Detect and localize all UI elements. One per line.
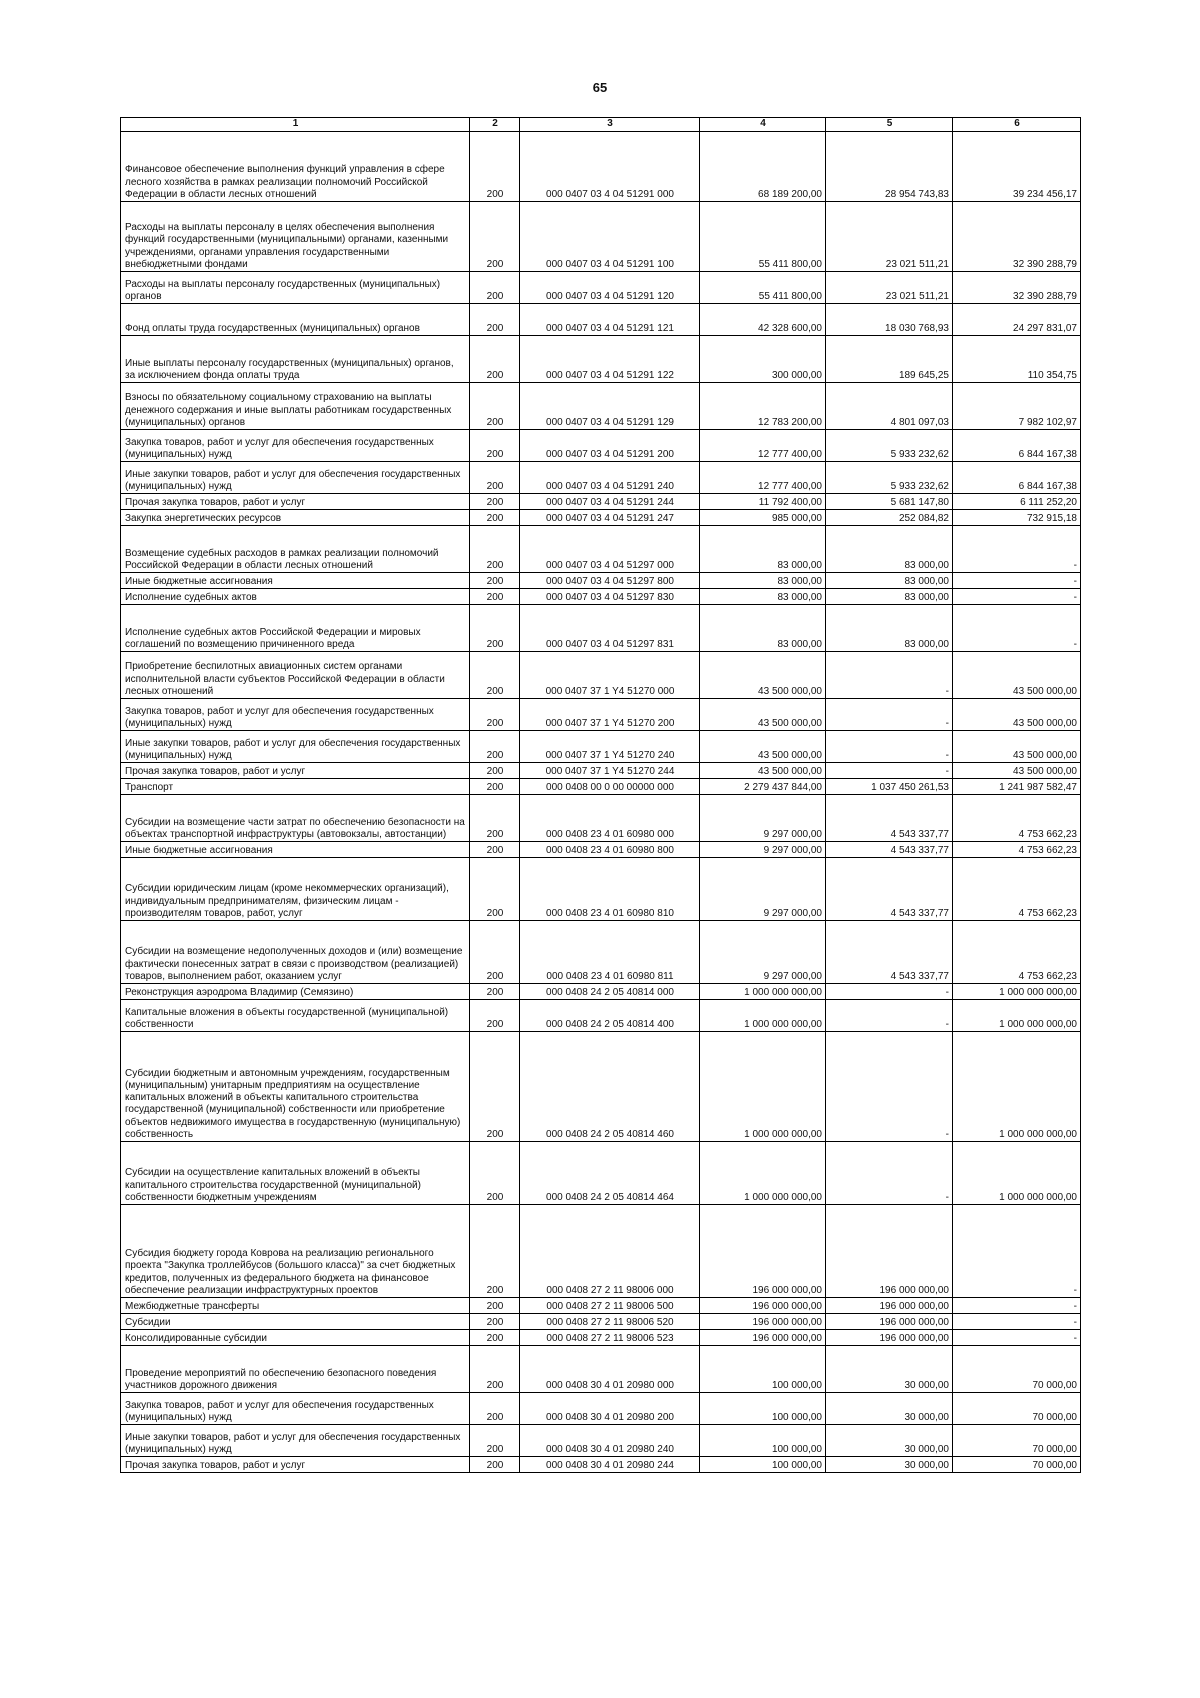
column-header-5: 5	[826, 118, 953, 132]
row-approved-amount: 2 279 437 844,00	[700, 779, 826, 795]
table-row	[121, 1314, 1081, 1330]
row-unexecuted-amount: 39 234 456,17	[953, 132, 1081, 202]
row-line-code: 200	[470, 132, 520, 202]
row-name: Исполнение судебных актов	[121, 589, 470, 605]
row-line-code: 200	[470, 1314, 520, 1330]
row-classification-code: 000 0407 03 4 04 51291 240	[520, 462, 700, 494]
row-classification-code: 000 0408 23 4 01 60980 810	[520, 858, 700, 921]
row-unexecuted-amount: 1 000 000 000,00	[953, 1000, 1081, 1032]
row-line-code: 200	[470, 842, 520, 858]
row-name: Возмещение судебных расходов в рамках реализации полномочий Российской Федерации в области лесных отношений	[121, 526, 470, 573]
row-name: Капитальные вложения в объекты государственной (муниципальной) собственности	[121, 1000, 470, 1032]
row-line-code: 200	[470, 699, 520, 731]
row-classification-code: 000 0408 24 2 05 40814 460	[520, 1032, 700, 1142]
row-approved-amount: 100 000,00	[700, 1457, 826, 1473]
table-row	[121, 779, 1081, 795]
table-row	[121, 383, 1081, 430]
row-unexecuted-amount: 7 982 102,97	[953, 383, 1081, 430]
row-approved-amount: 43 500 000,00	[700, 763, 826, 779]
row-line-code: 200	[470, 1393, 520, 1425]
column-header-1: 1	[121, 118, 470, 132]
row-classification-code: 000 0408 00 0 00 00000 000	[520, 779, 700, 795]
table-row	[121, 573, 1081, 589]
row-approved-amount: 985 000,00	[700, 510, 826, 526]
table-row	[121, 842, 1081, 858]
row-name: Субсидии	[121, 1314, 470, 1330]
row-classification-code: 000 0407 03 4 04 51291 244	[520, 494, 700, 510]
row-executed-amount: 30 000,00	[826, 1393, 953, 1425]
column-header-2: 2	[470, 118, 520, 132]
row-line-code: 200	[470, 1330, 520, 1346]
table-row	[121, 202, 1081, 272]
row-line-code: 200	[470, 984, 520, 1000]
row-name: Расходы на выплаты персоналу в целях обеспечения выполнения функций государственными (муниципальными) органами, казенными учреждениями, органами управления государственными внебюджетными фондами	[121, 202, 470, 272]
row-approved-amount: 196 000 000,00	[700, 1314, 826, 1330]
row-unexecuted-amount: 70 000,00	[953, 1346, 1081, 1393]
row-unexecuted-amount: 70 000,00	[953, 1393, 1081, 1425]
table-row	[121, 731, 1081, 763]
table-row	[121, 1000, 1081, 1032]
row-unexecuted-amount: 4 753 662,23	[953, 921, 1081, 984]
row-name: Субсидии на возмещение недополученных доходов и (или) возмещение фактически понесенных затрат в связи с производством (реализацией) товаров, выполнением работ, оказанием услуг	[121, 921, 470, 984]
row-approved-amount: 43 500 000,00	[700, 699, 826, 731]
table-row	[121, 430, 1081, 462]
table-row	[121, 1457, 1081, 1473]
column-header-3: 3	[520, 118, 700, 132]
row-classification-code: 000 0407 03 4 04 51291 100	[520, 202, 700, 272]
row-line-code: 200	[470, 1205, 520, 1298]
row-line-code: 200	[470, 795, 520, 842]
row-name: Субсидии юридическим лицам (кроме некоммерческих организаций), индивидуальным предпринимателям, физическим лицам - производителям товаров, работ, услуг	[121, 858, 470, 921]
row-classification-code: 000 0407 03 4 04 51291 247	[520, 510, 700, 526]
row-classification-code: 000 0408 24 2 05 40814 400	[520, 1000, 700, 1032]
row-unexecuted-amount: 4 753 662,23	[953, 795, 1081, 842]
row-approved-amount: 1 000 000 000,00	[700, 984, 826, 1000]
row-unexecuted-amount: 43 500 000,00	[953, 699, 1081, 731]
row-unexecuted-amount: 110 354,75	[953, 336, 1081, 383]
table-row	[121, 605, 1081, 652]
row-name: Фонд оплаты труда государственных (муниципальных) органов	[121, 304, 470, 336]
row-approved-amount: 55 411 800,00	[700, 272, 826, 304]
row-approved-amount: 100 000,00	[700, 1425, 826, 1457]
table-row	[121, 984, 1081, 1000]
row-classification-code: 000 0408 24 2 05 40814 000	[520, 984, 700, 1000]
row-classification-code: 000 0407 37 1 Y4 51270 244	[520, 763, 700, 779]
row-executed-amount: 5 933 232,62	[826, 462, 953, 494]
row-name: Иные закупки товаров, работ и услуг для обеспечения государственных (муниципальных) нужд	[121, 731, 470, 763]
row-name: Субсидии на осуществление капитальных вложений в объекты капитального строительства государственной (муниципальной) собственности бюджетным учреждениям	[121, 1142, 470, 1205]
row-executed-amount: 83 000,00	[826, 573, 953, 589]
table-row	[121, 304, 1081, 336]
row-approved-amount: 83 000,00	[700, 526, 826, 573]
row-executed-amount: -	[826, 1142, 953, 1205]
row-classification-code: 000 0407 03 4 04 51297 831	[520, 605, 700, 652]
row-name: Межбюджетные трансферты	[121, 1298, 470, 1314]
row-executed-amount: 83 000,00	[826, 605, 953, 652]
row-line-code: 200	[470, 1032, 520, 1142]
row-line-code: 200	[470, 202, 520, 272]
row-line-code: 200	[470, 462, 520, 494]
row-line-code: 200	[470, 1346, 520, 1393]
row-unexecuted-amount: 24 297 831,07	[953, 304, 1081, 336]
table-row	[121, 462, 1081, 494]
row-unexecuted-amount: 1 000 000 000,00	[953, 984, 1081, 1000]
row-line-code: 200	[470, 779, 520, 795]
row-line-code: 200	[470, 430, 520, 462]
row-executed-amount: 4 543 337,77	[826, 858, 953, 921]
row-classification-code: 000 0408 27 2 11 98006 500	[520, 1298, 700, 1314]
header-row	[121, 118, 1081, 132]
row-name: Взносы по обязательному социальному страхованию на выплаты денежного содержания и иные выплаты работникам государственных (муниципальных) органов	[121, 383, 470, 430]
row-executed-amount: -	[826, 699, 953, 731]
row-line-code: 200	[470, 573, 520, 589]
row-line-code: 200	[470, 510, 520, 526]
row-approved-amount: 1 000 000 000,00	[700, 1000, 826, 1032]
row-line-code: 200	[470, 731, 520, 763]
row-executed-amount: 30 000,00	[826, 1346, 953, 1393]
row-line-code: 200	[470, 494, 520, 510]
row-classification-code: 000 0408 23 4 01 60980 800	[520, 842, 700, 858]
row-approved-amount: 42 328 600,00	[700, 304, 826, 336]
row-approved-amount: 68 189 200,00	[700, 132, 826, 202]
row-classification-code: 000 0408 23 4 01 60980 000	[520, 795, 700, 842]
row-line-code: 200	[470, 652, 520, 699]
row-unexecuted-amount: 4 753 662,23	[953, 842, 1081, 858]
row-unexecuted-amount: -	[953, 589, 1081, 605]
row-executed-amount: 30 000,00	[826, 1425, 953, 1457]
row-name: Проведение мероприятий по обеспечению безопасного поведения участников дорожного движения	[121, 1346, 470, 1393]
row-line-code: 200	[470, 1298, 520, 1314]
row-classification-code: 000 0407 03 4 04 51291 120	[520, 272, 700, 304]
row-executed-amount: 189 645,25	[826, 336, 953, 383]
row-classification-code: 000 0407 03 4 04 51297 830	[520, 589, 700, 605]
row-approved-amount: 196 000 000,00	[700, 1298, 826, 1314]
row-line-code: 200	[470, 526, 520, 573]
row-approved-amount: 9 297 000,00	[700, 921, 826, 984]
row-name: Исполнение судебных актов Российской Федерации и мировых соглашений по возмещению причиненного вреда	[121, 605, 470, 652]
row-classification-code: 000 0407 03 4 04 51291 200	[520, 430, 700, 462]
row-approved-amount: 43 500 000,00	[700, 731, 826, 763]
row-line-code: 200	[470, 1142, 520, 1205]
table-row	[121, 795, 1081, 842]
row-name: Приобретение беспилотных авиационных систем органами исполнительной власти субъектов Российской Федерации в области лесных отношений	[121, 652, 470, 699]
table-row	[121, 510, 1081, 526]
row-name: Транспорт	[121, 779, 470, 795]
row-classification-code: 000 0408 27 2 11 98006 000	[520, 1205, 700, 1298]
table-row	[121, 699, 1081, 731]
row-approved-amount: 12 783 200,00	[700, 383, 826, 430]
table-row	[121, 132, 1081, 202]
row-unexecuted-amount: 6 844 167,38	[953, 430, 1081, 462]
row-unexecuted-amount: 43 500 000,00	[953, 652, 1081, 699]
row-executed-amount: 4 543 337,77	[826, 795, 953, 842]
row-approved-amount: 100 000,00	[700, 1393, 826, 1425]
row-unexecuted-amount: 70 000,00	[953, 1425, 1081, 1457]
row-classification-code: 000 0407 37 1 Y4 51270 000	[520, 652, 700, 699]
row-executed-amount: 23 021 511,21	[826, 202, 953, 272]
row-executed-amount: 30 000,00	[826, 1457, 953, 1473]
table-row	[121, 494, 1081, 510]
row-name: Иные закупки товаров, работ и услуг для обеспечения государственных (муниципальных) нужд	[121, 1425, 470, 1457]
row-classification-code: 000 0408 30 4 01 20980 000	[520, 1346, 700, 1393]
row-executed-amount: 196 000 000,00	[826, 1330, 953, 1346]
row-line-code: 200	[470, 1425, 520, 1457]
row-name: Иные бюджетные ассигнования	[121, 573, 470, 589]
row-name: Закупка товаров, работ и услуг для обеспечения государственных (муниципальных) нужд	[121, 1393, 470, 1425]
column-header-6: 6	[953, 118, 1081, 132]
row-name: Иные бюджетные ассигнования	[121, 842, 470, 858]
row-line-code: 200	[470, 383, 520, 430]
row-classification-code: 000 0408 24 2 05 40814 464	[520, 1142, 700, 1205]
row-executed-amount: 18 030 768,93	[826, 304, 953, 336]
row-unexecuted-amount: 70 000,00	[953, 1457, 1081, 1473]
table-row	[121, 1425, 1081, 1457]
row-executed-amount: 252 084,82	[826, 510, 953, 526]
row-executed-amount: 196 000 000,00	[826, 1205, 953, 1298]
row-name: Прочая закупка товаров, работ и услуг	[121, 494, 470, 510]
row-line-code: 200	[470, 589, 520, 605]
table-row	[121, 1298, 1081, 1314]
row-line-code: 200	[470, 921, 520, 984]
column-header-4: 4	[700, 118, 826, 132]
row-classification-code: 000 0408 30 4 01 20980 244	[520, 1457, 700, 1473]
row-line-code: 200	[470, 605, 520, 652]
row-name: Консолидированные субсидии	[121, 1330, 470, 1346]
row-unexecuted-amount: 32 390 288,79	[953, 272, 1081, 304]
table-row	[121, 921, 1081, 984]
row-name: Прочая закупка товаров, работ и услуг	[121, 1457, 470, 1473]
row-approved-amount: 196 000 000,00	[700, 1205, 826, 1298]
row-approved-amount: 1 000 000 000,00	[700, 1032, 826, 1142]
row-line-code: 200	[470, 763, 520, 779]
row-approved-amount: 83 000,00	[700, 573, 826, 589]
row-name: Закупка товаров, работ и услуг для обеспечения государственных (муниципальных) нужд	[121, 430, 470, 462]
table-row	[121, 1032, 1081, 1142]
row-classification-code: 000 0407 03 4 04 51297 800	[520, 573, 700, 589]
row-name: Субсидии на возмещение части затрат по обеспечению безопасности на объектах транспортной инфраструктуры (автовокзалы, автостанции)	[121, 795, 470, 842]
row-approved-amount: 11 792 400,00	[700, 494, 826, 510]
row-unexecuted-amount: 4 753 662,23	[953, 858, 1081, 921]
row-classification-code: 000 0407 37 1 Y4 51270 240	[520, 731, 700, 763]
row-executed-amount: 28 954 743,83	[826, 132, 953, 202]
row-unexecuted-amount: 43 500 000,00	[953, 731, 1081, 763]
row-unexecuted-amount: 32 390 288,79	[953, 202, 1081, 272]
row-approved-amount: 100 000,00	[700, 1346, 826, 1393]
row-approved-amount: 12 777 400,00	[700, 430, 826, 462]
row-classification-code: 000 0407 03 4 04 51291 129	[520, 383, 700, 430]
row-approved-amount: 9 297 000,00	[700, 795, 826, 842]
row-executed-amount: 23 021 511,21	[826, 272, 953, 304]
row-classification-code: 000 0408 27 2 11 98006 520	[520, 1314, 700, 1330]
row-executed-amount: 5 933 232,62	[826, 430, 953, 462]
row-approved-amount: 55 411 800,00	[700, 202, 826, 272]
row-name: Иные закупки товаров, работ и услуг для обеспечения государственных (муниципальных) нужд	[121, 462, 470, 494]
row-name: Закупка энергетических ресурсов	[121, 510, 470, 526]
row-approved-amount: 83 000,00	[700, 589, 826, 605]
row-executed-amount: 4 801 097,03	[826, 383, 953, 430]
row-executed-amount: 83 000,00	[826, 589, 953, 605]
table-row	[121, 1330, 1081, 1346]
row-unexecuted-amount: 1 000 000 000,00	[953, 1142, 1081, 1205]
row-unexecuted-amount: -	[953, 573, 1081, 589]
row-classification-code: 000 0408 27 2 11 98006 523	[520, 1330, 700, 1346]
row-executed-amount: -	[826, 984, 953, 1000]
table-row	[121, 589, 1081, 605]
row-line-code: 200	[470, 304, 520, 336]
table-row	[121, 1205, 1081, 1298]
row-unexecuted-amount: -	[953, 1314, 1081, 1330]
row-name: Реконструкция аэродрома Владимир (Семязино)	[121, 984, 470, 1000]
row-executed-amount: 196 000 000,00	[826, 1298, 953, 1314]
row-name: Расходы на выплаты персоналу государственных (муниципальных) органов	[121, 272, 470, 304]
row-name: Субсидии бюджетным и автономным учреждениям, государственным (муниципальным) унитарным предприятиям на осуществление капитальных вложений в объекты капитального строительства государственной (муниципальной) собственности или приобретение объектов недвижимого имущества в государственную (муниципальную) собственность	[121, 1032, 470, 1142]
row-approved-amount: 83 000,00	[700, 605, 826, 652]
row-name: Финансовое обеспечение выполнения функций управления в сфере лесного хозяйства в рамках реализации полномочий Российской Федерации в области лесных отношений	[121, 132, 470, 202]
table-row	[121, 1346, 1081, 1393]
row-approved-amount: 12 777 400,00	[700, 462, 826, 494]
row-approved-amount: 1 000 000 000,00	[700, 1142, 826, 1205]
row-unexecuted-amount: -	[953, 1205, 1081, 1298]
table-row	[121, 272, 1081, 304]
table-row	[121, 336, 1081, 383]
table-row	[121, 526, 1081, 573]
row-unexecuted-amount: 6 844 167,38	[953, 462, 1081, 494]
row-executed-amount: 4 543 337,77	[826, 921, 953, 984]
row-classification-code: 000 0408 30 4 01 20980 240	[520, 1425, 700, 1457]
row-unexecuted-amount: 732 915,18	[953, 510, 1081, 526]
row-executed-amount: -	[826, 652, 953, 699]
row-unexecuted-amount: 1 000 000 000,00	[953, 1032, 1081, 1142]
row-executed-amount: -	[826, 1000, 953, 1032]
row-classification-code: 000 0408 23 4 01 60980 811	[520, 921, 700, 984]
row-classification-code: 000 0407 03 4 04 51297 000	[520, 526, 700, 573]
row-unexecuted-amount: -	[953, 1330, 1081, 1346]
row-approved-amount: 9 297 000,00	[700, 858, 826, 921]
row-classification-code: 000 0407 03 4 04 51291 121	[520, 304, 700, 336]
row-name: Прочая закупка товаров, работ и услуг	[121, 763, 470, 779]
row-unexecuted-amount: -	[953, 605, 1081, 652]
row-approved-amount: 9 297 000,00	[700, 842, 826, 858]
budget-table	[120, 117, 1081, 1473]
table-row	[121, 1393, 1081, 1425]
row-classification-code: 000 0407 37 1 Y4 51270 200	[520, 699, 700, 731]
row-classification-code: 000 0408 30 4 01 20980 200	[520, 1393, 700, 1425]
page-number: 65	[592, 80, 608, 95]
row-executed-amount: 196 000 000,00	[826, 1314, 953, 1330]
row-name: Субсидия бюджету города Коврова на реализацию регионального проекта "Закупка троллейбусов (большого класса)" за счет бюджетных кредитов, полученных из федерального бюджета на финансовое обеспечение реализации инфраструктурных проектов	[121, 1205, 470, 1298]
row-line-code: 200	[470, 1457, 520, 1473]
row-unexecuted-amount: -	[953, 1298, 1081, 1314]
row-executed-amount: -	[826, 1032, 953, 1142]
row-executed-amount: -	[826, 763, 953, 779]
table-row	[121, 652, 1081, 699]
row-executed-amount: 4 543 337,77	[826, 842, 953, 858]
row-line-code: 200	[470, 1000, 520, 1032]
table-row	[121, 858, 1081, 921]
row-executed-amount: 83 000,00	[826, 526, 953, 573]
row-name: Иные выплаты персоналу государственных (муниципальных) органов, за исключением фонда оплаты труда	[121, 336, 470, 383]
row-line-code: 200	[470, 272, 520, 304]
row-approved-amount: 43 500 000,00	[700, 652, 826, 699]
row-line-code: 200	[470, 336, 520, 383]
row-approved-amount: 196 000 000,00	[700, 1330, 826, 1346]
row-classification-code: 000 0407 03 4 04 51291 122	[520, 336, 700, 383]
row-executed-amount: 5 681 147,80	[826, 494, 953, 510]
row-approved-amount: 300 000,00	[700, 336, 826, 383]
row-unexecuted-amount: 1 241 987 582,47	[953, 779, 1081, 795]
row-unexecuted-amount: 6 111 252,20	[953, 494, 1081, 510]
row-unexecuted-amount: -	[953, 526, 1081, 573]
row-name: Закупка товаров, работ и услуг для обеспечения государственных (муниципальных) нужд	[121, 699, 470, 731]
row-unexecuted-amount: 43 500 000,00	[953, 763, 1081, 779]
table-row	[121, 1142, 1081, 1205]
row-executed-amount: 1 037 450 261,53	[826, 779, 953, 795]
table-body	[121, 118, 1081, 1473]
row-classification-code: 000 0407 03 4 04 51291 000	[520, 132, 700, 202]
table-row	[121, 763, 1081, 779]
row-executed-amount: -	[826, 731, 953, 763]
row-line-code: 200	[470, 858, 520, 921]
